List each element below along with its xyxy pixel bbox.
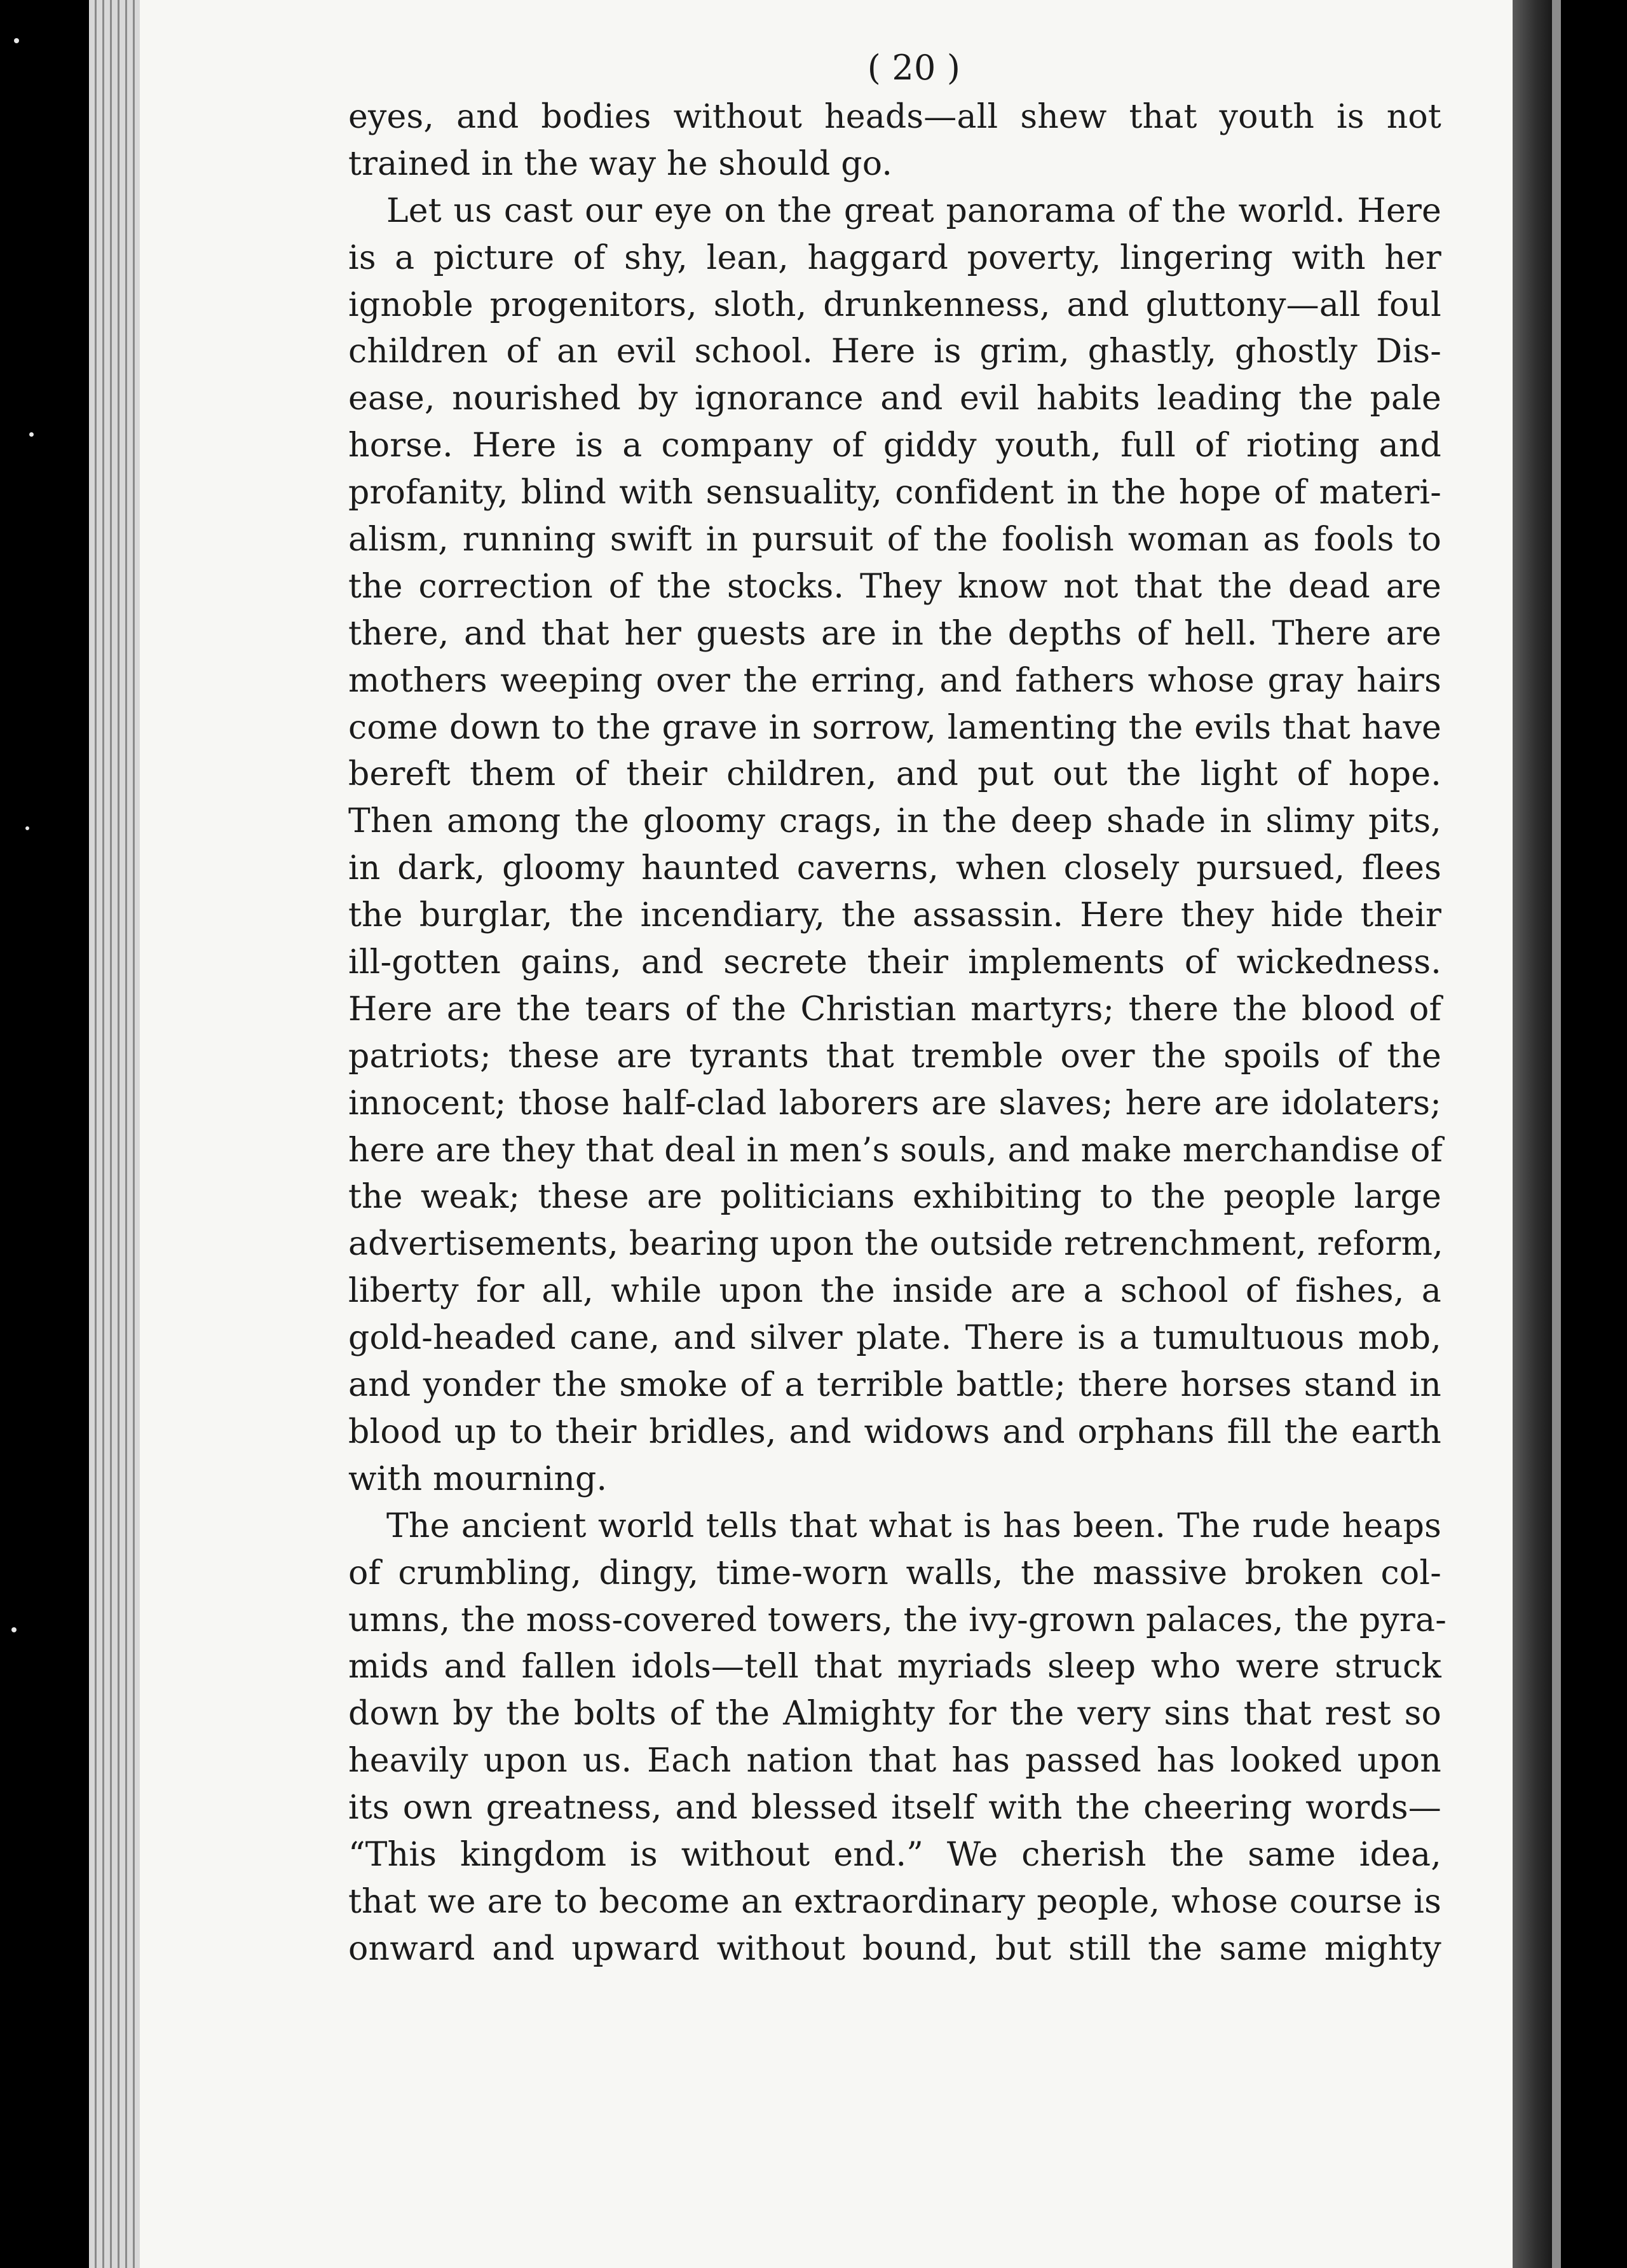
page-text bbox=[348, 44, 1447, 1973]
text-line: is a picture of shy, lean, haggard poverty, lingering with her bbox=[348, 238, 1441, 277]
text-line: the burglar, the incendiary, the assassin. Here they hide their bbox=[348, 896, 1441, 935]
text-line: that we are to become an extraordinary people, whose course is bbox=[348, 1882, 1441, 1921]
text-line: Here are the tears of the Christian martyrs; there the blood of bbox=[348, 990, 1441, 1028]
text-line: mids and fallen idols—tell that myriads sleep who were struck bbox=[348, 1648, 1441, 1686]
text-line: there, and that her guests are in the depths of hell. There are bbox=[348, 614, 1441, 653]
book-spine-shadow bbox=[1513, 0, 1552, 2268]
text-line: patriots; these are tyrants that tremble over the spoils of the bbox=[348, 1037, 1441, 1076]
text-line: gold-headed cane, and silver plate. There is a tumultuous mob, bbox=[348, 1319, 1441, 1358]
text-line: with mourning. bbox=[348, 1459, 608, 1498]
text-line: profanity, blind with sensuality, confident in the hope of materi- bbox=[348, 474, 1441, 512]
text-line: horse. Here is a company of giddy youth, full of rioting and bbox=[348, 427, 1441, 465]
text-line: come down to the grave in sorrow, lamenting the evils that have bbox=[348, 708, 1441, 747]
text-line: and yonder the smoke of a terrible battle; there horses stand in bbox=[348, 1366, 1441, 1405]
page-number: ( 20 ) bbox=[867, 48, 961, 88]
text-line: the correction of the stocks. They know not that the dead are bbox=[348, 567, 1441, 606]
text-line: trained in the way he should go. bbox=[348, 144, 893, 183]
text-line: alism, running swift in pursuit of the foolish woman as fools to bbox=[348, 521, 1441, 559]
text-line: its own greatness, and blessed itself with the cheering words— bbox=[348, 1789, 1441, 1827]
text-line: umns, the moss-covered towers, the ivy-grown palaces, the pyra- bbox=[348, 1601, 1447, 1639]
text-line: ease, nourished by ignorance and evil habits leading the pale bbox=[348, 379, 1441, 418]
text-line: The ancient world tells that what is has been. The rude heaps bbox=[386, 1506, 1441, 1545]
scan-speck bbox=[25, 826, 29, 830]
text-line: innocent; those half-clad laborers are slaves; here are idolaters; bbox=[348, 1084, 1441, 1123]
paragraph-3 bbox=[348, 1503, 1447, 1973]
text-line: liberty for all, while upon the inside are a school of fishes, a bbox=[348, 1272, 1441, 1311]
text-line: bereft them of their children, and put out the light of hope. bbox=[348, 755, 1441, 794]
paragraph-1 bbox=[348, 94, 1441, 188]
text-line: the weak; these are politicians exhibiting to the people large bbox=[348, 1178, 1441, 1217]
text-line: ill-gotten gains, and secrete their implements of wickedness. bbox=[348, 943, 1441, 982]
text-line: “This kingdom is without end.” We cherish the same idea, bbox=[348, 1835, 1441, 1874]
book-spine-edge bbox=[1552, 0, 1561, 2268]
scan-speck bbox=[11, 1627, 17, 1632]
text-line: advertisements, bearing upon the outside retrenchment, reform, bbox=[348, 1225, 1443, 1264]
scan-speck bbox=[29, 432, 34, 437]
text-line: Then among the gloomy crags, in the deep shade in slimy pits, bbox=[348, 802, 1441, 841]
text-line: Let us cast our eye on the great panorama of the world. Here bbox=[386, 191, 1441, 230]
paragraph-2 bbox=[348, 188, 1441, 1503]
text-line: here are they that deal in men’s souls, and make merchandise of bbox=[348, 1131, 1443, 1170]
text-line: of crumbling, dingy, time-worn walls, the massive broken col- bbox=[348, 1554, 1441, 1592]
text-line: down by the bolts of the Almighty for the very sins that rest so bbox=[348, 1695, 1441, 1733]
text-line: mothers weeping over the erring, and fathers whose gray hairs bbox=[348, 661, 1441, 700]
text-line: blood up to their bridles, and widows and orphans fill the earth bbox=[348, 1412, 1441, 1451]
text-line: ignoble progenitors, sloth, drunkenness, and gluttony—all foul bbox=[348, 285, 1441, 324]
text-line: onward and upward without bound, but still the same mighty bbox=[348, 1929, 1441, 1968]
text-line: heavily upon us. Each nation that has passed has looked upon bbox=[348, 1742, 1441, 1780]
text-line: in dark, gloomy haunted caverns, when closely pursued, flees bbox=[348, 849, 1441, 888]
text-line: children of an evil school. Here is grim, ghastly, ghostly Dis- bbox=[348, 332, 1441, 371]
scan-speck bbox=[14, 38, 19, 43]
text-line: eyes, and bodies without heads—all shew that youth is not bbox=[348, 98, 1441, 136]
